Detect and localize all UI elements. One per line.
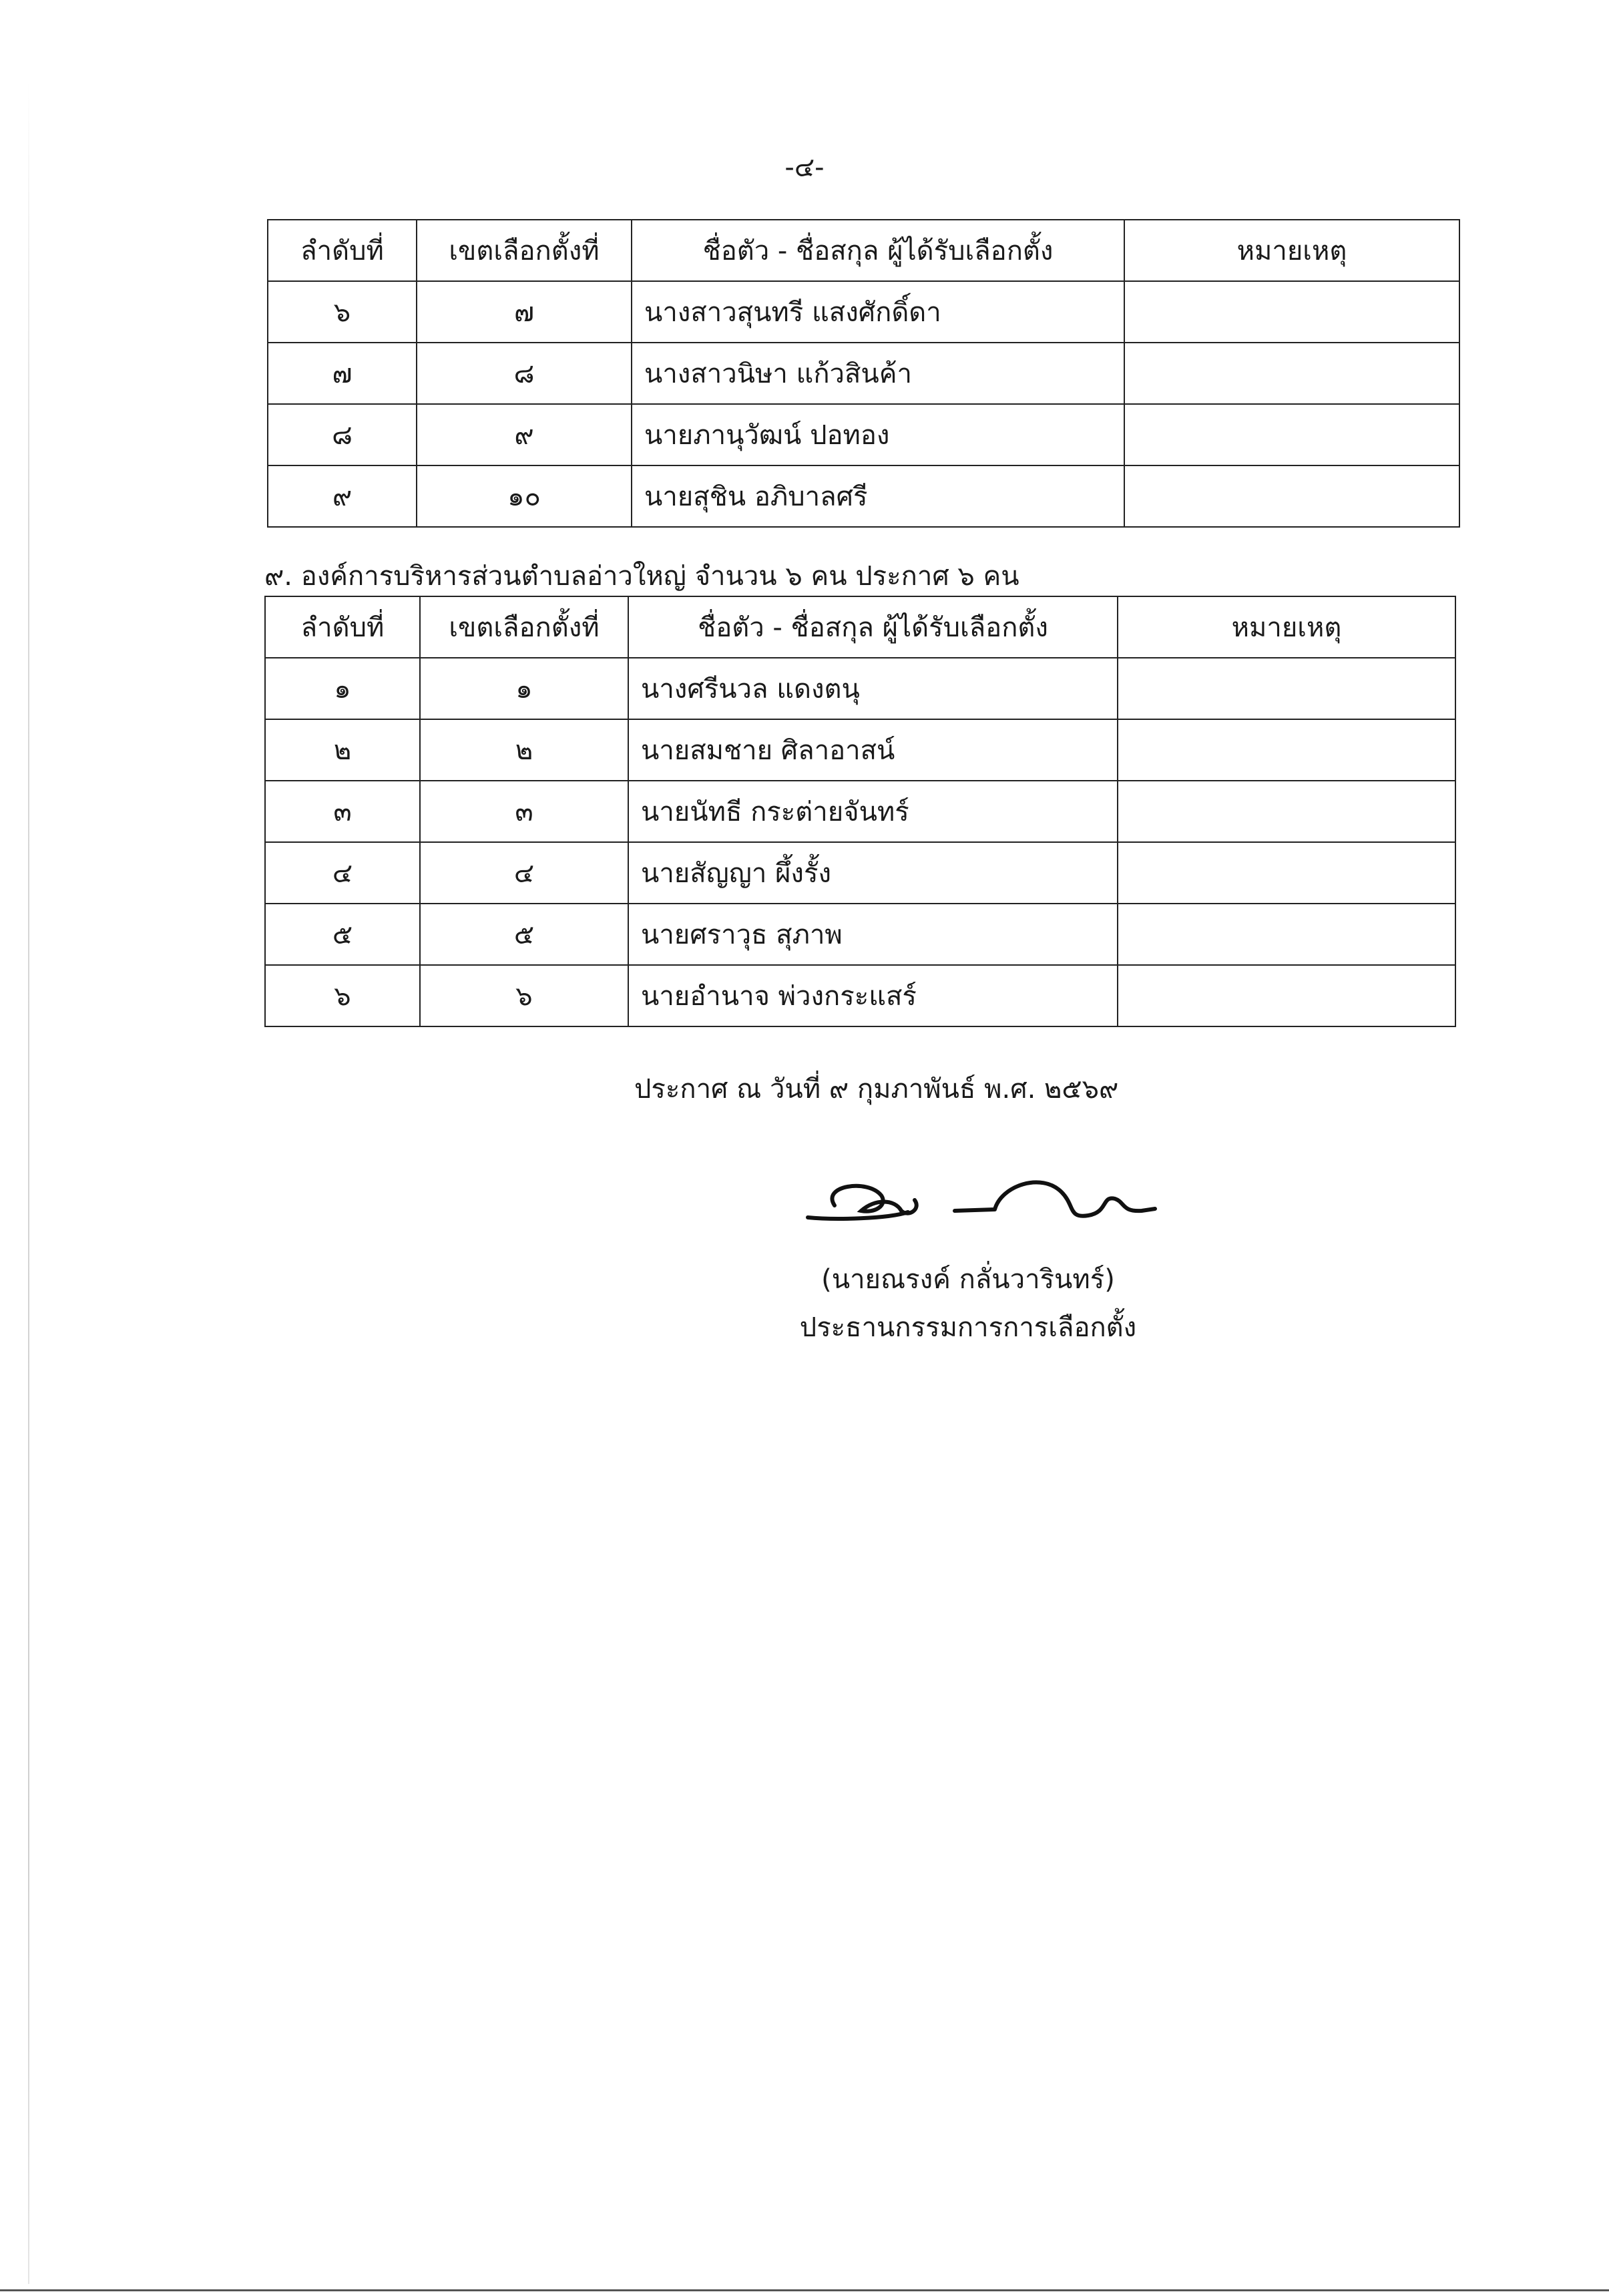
cell-name: นายสุชิน อภิบาลศรี <box>632 465 1124 527</box>
table-row <box>268 465 1459 527</box>
cell-order: ๗ <box>268 343 417 404</box>
cell-order: ๘ <box>268 404 417 465</box>
cell-order: ๔ <box>265 842 420 904</box>
cell-name: นายสมชาย ศิลาอาสน์ <box>628 719 1118 781</box>
cell-note <box>1124 465 1459 527</box>
table-row <box>265 658 1455 719</box>
table-row <box>265 842 1455 904</box>
table-row <box>265 781 1455 842</box>
cell-order: ๙ <box>268 465 417 527</box>
signer-title: ประธานกรรมการการเลือกตั้ง <box>799 1312 1137 1343</box>
page-number: -๔- <box>784 152 825 183</box>
cell-name: นายภานุวัฒน์ ปอทอง <box>632 404 1124 465</box>
cell-note <box>1124 404 1459 465</box>
cell-note <box>1118 965 1455 1026</box>
cell-name: นายอำนาจ พ่วงกระแสร์ <box>628 965 1118 1026</box>
cell-zone: ๒ <box>420 719 628 781</box>
cell-order: ๕ <box>265 904 420 965</box>
cell-note <box>1118 904 1455 965</box>
winners-table-ao-yai <box>264 596 1456 1027</box>
cell-order: ๓ <box>265 781 420 842</box>
cell-name: นายนัทธี กระต่ายจันทร์ <box>628 781 1118 842</box>
header-zone: เขตเลือกตั้งที่ <box>417 220 632 281</box>
scan-left-edge <box>28 80 29 2284</box>
cell-note <box>1118 842 1455 904</box>
cell-note <box>1124 343 1459 404</box>
cell-zone: ๙ <box>417 404 632 465</box>
cell-order: ๖ <box>265 965 420 1026</box>
cell-note <box>1118 658 1455 719</box>
header-note: หมายเหตุ <box>1124 220 1459 281</box>
header-name: ชื่อตัว - ชื่อสกุล ผู้ได้รับเลือกตั้ง <box>632 220 1124 281</box>
table-row <box>265 904 1455 965</box>
cell-name: นางศรีนวล แดงตนุ <box>628 658 1118 719</box>
cell-order: ๒ <box>265 719 420 781</box>
cell-note <box>1118 719 1455 781</box>
header-order: ลำดับที่ <box>265 596 420 658</box>
cell-order: ๖ <box>268 281 417 343</box>
table-header-row <box>265 596 1455 658</box>
table-row <box>268 281 1459 343</box>
cell-zone: ๘ <box>417 343 632 404</box>
scan-bottom-edge <box>0 2289 1609 2291</box>
cell-zone: ๕ <box>420 904 628 965</box>
cell-note <box>1118 781 1455 842</box>
cell-zone: ๖ <box>420 965 628 1026</box>
cell-zone: ๔ <box>420 842 628 904</box>
cell-name: นางสาวสุนทรี แสงศักดิ์ดา <box>632 281 1124 343</box>
table-row <box>268 404 1459 465</box>
cell-note <box>1124 281 1459 343</box>
table-row <box>265 965 1455 1026</box>
cell-zone: ๗ <box>417 281 632 343</box>
cell-zone: ๑๐ <box>417 465 632 527</box>
cell-zone: ๑ <box>420 658 628 719</box>
cell-zone: ๓ <box>420 781 628 842</box>
table-row <box>268 343 1459 404</box>
table-header-row <box>268 220 1459 281</box>
header-name: ชื่อตัว - ชื่อสกุล ผู้ได้รับเลือกตั้ง <box>628 596 1118 658</box>
cell-name: นายสัญญา ผึ้งรั้ง <box>628 842 1118 904</box>
header-zone: เขตเลือกตั้งที่ <box>420 596 628 658</box>
cell-name: นายศราวุธ สุภาพ <box>628 904 1118 965</box>
table-row <box>265 719 1455 781</box>
signature-image <box>794 1159 1195 1232</box>
cell-name: นางสาวนิษา แก้วสินค้า <box>632 343 1124 404</box>
signer-name: (นายณรงค์ กลั่นวารินทร์) <box>821 1264 1115 1295</box>
section-heading: ๙. องค์การบริหารส่วนตำบลอ่าวใหญ่ จำนวน ๖ คน ประกาศ ๖ คน <box>264 561 1019 592</box>
header-note: หมายเหตุ <box>1118 596 1455 658</box>
header-order: ลำดับที่ <box>268 220 417 281</box>
cell-order: ๑ <box>265 658 420 719</box>
announcement-date: ประกาศ ณ วันที่ ๙ กุมภาพันธ์ พ.ศ. ๒๕๖๙ <box>634 1074 1119 1105</box>
winners-table-continued <box>267 219 1460 528</box>
